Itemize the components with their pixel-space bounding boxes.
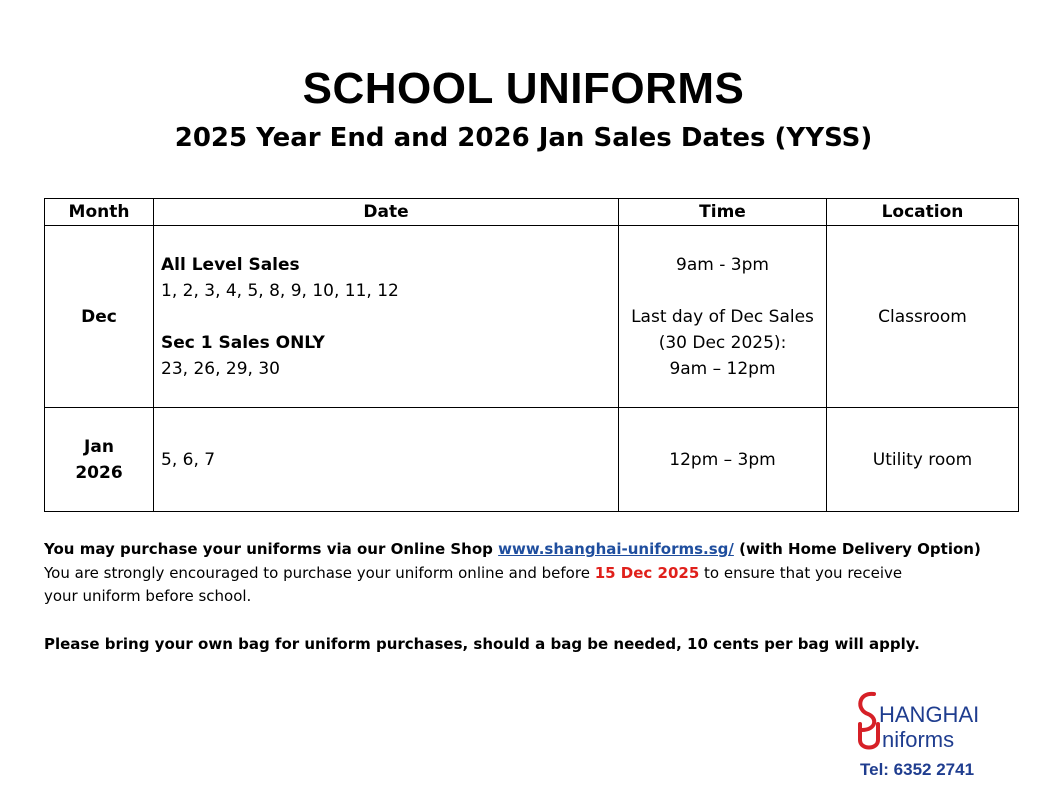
page-title: SCHOOL UNIFORMS <box>302 64 745 113</box>
all-level-heading: All Level Sales <box>161 254 300 275</box>
month-cell-dec: Dec <box>45 226 154 408</box>
header-location: Location <box>827 199 1019 226</box>
deadline-note-cont: your uniform before school. <box>44 587 252 605</box>
header-month: Month <box>45 199 154 226</box>
online-shop-suffix: (with Home Delivery Option) <box>733 540 981 558</box>
deadline-date: 15 Dec 2025 <box>594 563 700 582</box>
deadline-note <box>44 562 1004 586</box>
month-jan: Jan <box>84 436 114 457</box>
all-level-dates: 1, 2, 3, 4, 5, 8, 9, 10, 11, 12 <box>161 280 399 301</box>
online-shop-link[interactable]: www.shanghai-uniforms.sg/ <box>498 540 734 558</box>
logo-line-1: HANGHAI <box>879 702 980 727</box>
month-cell-jan <box>45 408 154 512</box>
month-jan-year: 2026 <box>75 462 123 483</box>
time-cell-jan: 12pm – 3pm <box>619 408 827 512</box>
notes-section <box>44 538 1004 656</box>
time-dec-last-day-label: Last day of Dec Sales <box>631 306 814 327</box>
page-subtitle: 2025 Year End and 2026 Jan Sales Dates (YYSS) <box>174 123 873 153</box>
table-row <box>45 226 1019 408</box>
header-date: Date <box>154 199 619 226</box>
sec1-heading: Sec 1 Sales ONLY <box>161 332 325 353</box>
deadline-text: You are strongly encouraged to purchase your uniform online and before <box>44 563 595 582</box>
sec1-dates: 23, 26, 29, 30 <box>161 358 280 379</box>
deadline-suffix: to ensure that you receive <box>699 563 903 582</box>
online-shop-text: You may purchase your uniforms via our Online Shop <box>44 540 499 558</box>
time-cell-dec <box>619 226 827 408</box>
bag-note: Please bring your own bag for uniform purchases, should a bag be needed, 10 cents per bag will apply. <box>44 634 920 653</box>
online-shop-note <box>44 538 1004 562</box>
header-time: Time <box>619 199 827 226</box>
sales-schedule-table <box>44 198 1019 512</box>
time-dec-last-day-date: (30 Dec 2025): <box>658 332 787 353</box>
location-cell-dec: Classroom <box>827 226 1019 408</box>
location-cell-jan: Utility room <box>827 408 1019 512</box>
shanghai-uniforms-logo <box>852 690 1002 752</box>
date-cell-jan: 5, 6, 7 <box>154 408 619 512</box>
time-dec-last-day-hours: 9am – 12pm <box>669 358 776 379</box>
time-dec-regular: 9am - 3pm <box>676 254 769 275</box>
table-row <box>45 408 1019 512</box>
logo-line-2: niforms <box>882 727 955 752</box>
date-cell-dec <box>154 226 619 408</box>
table-header-row <box>45 199 1019 226</box>
telephone-number: Tel: 6352 2741 <box>860 760 975 779</box>
